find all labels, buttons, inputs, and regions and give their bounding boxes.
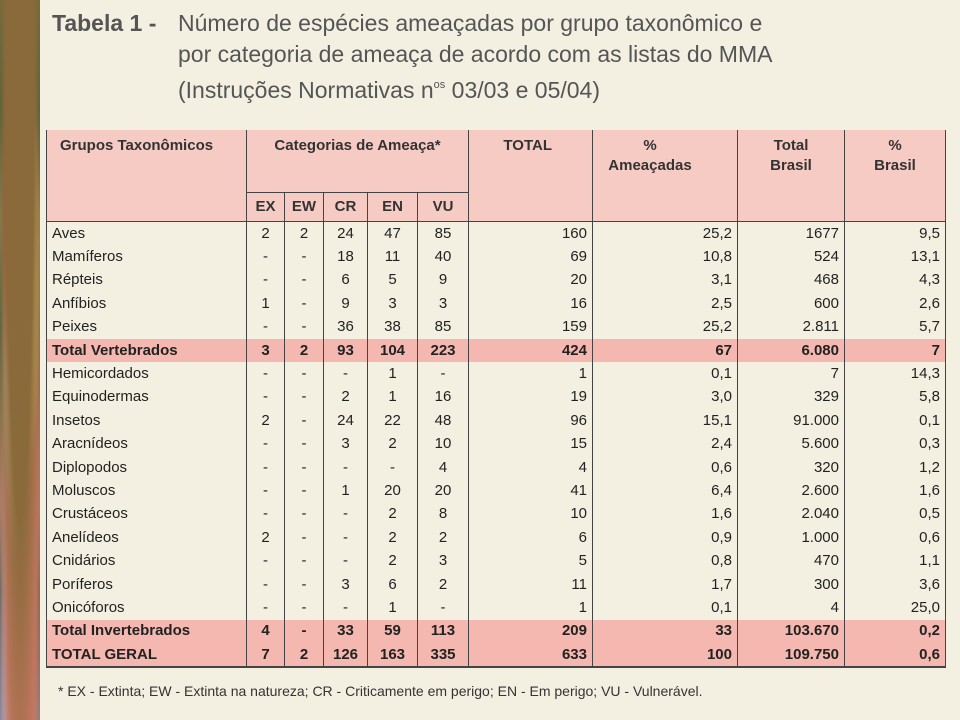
threatened-species-table — [46, 130, 946, 668]
cell-total-brasil: 300 — [738, 573, 845, 596]
table-row — [47, 620, 946, 643]
cell-group-name: Aves — [47, 222, 247, 246]
cell-en: 104 — [368, 339, 418, 362]
cell-ex: - — [247, 245, 285, 268]
cell-ew: - — [285, 479, 324, 502]
cell-vu: 40 — [418, 245, 469, 268]
cell-vu: 3 — [418, 292, 469, 315]
cell-group-name: Crustáceos — [47, 503, 247, 526]
cell-ew: 2 — [285, 339, 324, 362]
cell-pct-brasil: 0,5 — [845, 503, 946, 526]
header-ex: EX — [247, 193, 285, 222]
cell-total: 5 — [469, 549, 593, 572]
cell-group-name: Peixes — [47, 316, 247, 339]
table-row — [47, 526, 946, 549]
cell-group-name: Répteis — [47, 269, 247, 292]
header-en: EN — [368, 193, 418, 222]
cell-pct-threatened: 0,6 — [593, 456, 738, 479]
cell-cr: 9 — [324, 292, 368, 315]
table-row — [47, 269, 946, 292]
table-row — [47, 643, 946, 667]
cell-en: 22 — [368, 409, 418, 432]
cell-group-name: Moluscos — [47, 479, 247, 502]
header-cr: CR — [324, 193, 368, 222]
cell-ew: - — [285, 456, 324, 479]
cell-cr: 24 — [324, 222, 368, 246]
cell-pct-brasil: 7 — [845, 339, 946, 362]
table-row — [47, 549, 946, 572]
header-pct-threatened: % Ameaçadas — [593, 130, 738, 222]
header-total: TOTAL — [469, 130, 593, 222]
cell-pct-threatened: 0,8 — [593, 549, 738, 572]
table-row — [47, 362, 946, 385]
cell-cr: - — [324, 549, 368, 572]
cell-total-brasil: 468 — [738, 269, 845, 292]
cell-pct-brasil: 1,1 — [845, 549, 946, 572]
cell-total: 41 — [469, 479, 593, 502]
cell-ew: - — [285, 596, 324, 619]
cell-group-name: Onicóforos — [47, 596, 247, 619]
cell-vu: 2 — [418, 573, 469, 596]
cell-ew: - — [285, 526, 324, 549]
cell-vu: 3 — [418, 549, 469, 572]
cell-ew: - — [285, 386, 324, 409]
cell-total-brasil: 91.000 — [738, 409, 845, 432]
cell-pct-brasil: 5,8 — [845, 386, 946, 409]
cell-group-name: Equinodermas — [47, 386, 247, 409]
cell-cr: 36 — [324, 316, 368, 339]
cell-en: 11 — [368, 245, 418, 268]
cell-pct-threatened: 0,1 — [593, 596, 738, 619]
table-number: Tabela 1 - — [52, 10, 157, 36]
cell-total: 209 — [469, 620, 593, 643]
cell-total-brasil: 1.000 — [738, 526, 845, 549]
cell-ew: - — [285, 549, 324, 572]
cell-ex: 2 — [247, 222, 285, 246]
header-group: Grupos Taxonômicos — [47, 130, 247, 222]
cell-vu: 20 — [418, 479, 469, 502]
side-photo-strip — [0, 0, 40, 720]
cell-cr: 93 — [324, 339, 368, 362]
cell-ew: - — [285, 269, 324, 292]
cell-en: 2 — [368, 503, 418, 526]
cell-group-name: Hemicordados — [47, 362, 247, 385]
title-line-1: Número de espécies ameaçadas por grupo taxonômico e — [178, 10, 763, 36]
cell-ew: - — [285, 362, 324, 385]
cell-cr: 33 — [324, 620, 368, 643]
table-row — [47, 573, 946, 596]
footnote: * EX - Extinta; EW - Extinta na natureza; CR - Criticamente em perigo; EN - Em perigo; VU - Vulnerável. — [58, 683, 703, 699]
cell-group-name: Total Invertebrados — [47, 620, 247, 643]
cell-ew: - — [285, 573, 324, 596]
cell-ew: - — [285, 292, 324, 315]
table-row — [47, 245, 946, 268]
cell-vu: 10 — [418, 433, 469, 456]
cell-ex: - — [247, 433, 285, 456]
header-total-brasil: Total Brasil — [738, 130, 845, 222]
cell-pct-threatened: 25,2 — [593, 222, 738, 246]
cell-ew: 2 — [285, 643, 324, 667]
cell-ew: 2 — [285, 222, 324, 246]
cell-cr: 3 — [324, 573, 368, 596]
cell-ew: - — [285, 503, 324, 526]
cell-ex: - — [247, 386, 285, 409]
table-row — [47, 409, 946, 432]
table-row — [47, 222, 946, 246]
cell-group-name: Aracnídeos — [47, 433, 247, 456]
cell-pct-brasil: 9,5 — [845, 222, 946, 246]
cell-vu: 2 — [418, 526, 469, 549]
title-line-2: por categoria de ameaça de acordo com as listas do MMA — [178, 41, 773, 67]
cell-total-brasil: 329 — [738, 386, 845, 409]
header-categories: Categorias de Ameaça* — [247, 130, 469, 193]
title-line-3: (Instruções Normativas $n^{os}$ 03/03 e 05/04) — [178, 77, 600, 103]
cell-pct-brasil: 13,1 — [845, 245, 946, 268]
cell-pct-brasil: 5,7 — [845, 316, 946, 339]
cell-total: 20 — [469, 269, 593, 292]
cell-ex: - — [247, 503, 285, 526]
cell-total: 11 — [469, 573, 593, 596]
cell-cr: 1 — [324, 479, 368, 502]
cell-cr: - — [324, 596, 368, 619]
cell-ex: 7 — [247, 643, 285, 667]
cell-total-brasil: 524 — [738, 245, 845, 268]
table-row — [47, 456, 946, 479]
cell-cr: 2 — [324, 386, 368, 409]
cell-pct-threatened: 25,2 — [593, 316, 738, 339]
cell-vu: 48 — [418, 409, 469, 432]
cell-total-brasil: 1677 — [738, 222, 845, 246]
cell-pct-threatened: 6,4 — [593, 479, 738, 502]
cell-pct-threatened: 10,8 — [593, 245, 738, 268]
cell-pct-threatened: 3,0 — [593, 386, 738, 409]
cell-total-brasil: 103.670 — [738, 620, 845, 643]
cell-vu: 8 — [418, 503, 469, 526]
cell-pct-threatened: 2,5 — [593, 292, 738, 315]
cell-cr: - — [324, 526, 368, 549]
cell-vu: - — [418, 596, 469, 619]
table-row — [47, 292, 946, 315]
cell-pct-threatened: 0,9 — [593, 526, 738, 549]
cell-group-name: Cnidários — [47, 549, 247, 572]
cell-pct-threatened: 0,1 — [593, 362, 738, 385]
cell-group-name: TOTAL GERAL — [47, 643, 247, 667]
cell-total-brasil: 2.040 — [738, 503, 845, 526]
cell-en: 163 — [368, 643, 418, 667]
cell-pct-brasil: 3,6 — [845, 573, 946, 596]
cell-total: 424 — [469, 339, 593, 362]
cell-total-brasil: 6.080 — [738, 339, 845, 362]
cell-pct-threatened: 100 — [593, 643, 738, 667]
cell-pct-brasil: 1,6 — [845, 479, 946, 502]
cell-vu: 4 — [418, 456, 469, 479]
cell-pct-brasil: 0,6 — [845, 643, 946, 667]
cell-total: 69 — [469, 245, 593, 268]
cell-total-brasil: 600 — [738, 292, 845, 315]
cell-en: 47 — [368, 222, 418, 246]
cell-total: 633 — [469, 643, 593, 667]
cell-pct-brasil: 25,0 — [845, 596, 946, 619]
table-row — [47, 596, 946, 619]
header-pct-brasil: % Brasil — [845, 130, 946, 222]
cell-pct-brasil: 2,6 — [845, 292, 946, 315]
cell-en: 1 — [368, 362, 418, 385]
cell-ex: - — [247, 456, 285, 479]
cell-en: 2 — [368, 433, 418, 456]
cell-en: 1 — [368, 386, 418, 409]
cell-cr: 6 — [324, 269, 368, 292]
cell-en: 1 — [368, 596, 418, 619]
cell-ex: - — [247, 362, 285, 385]
cell-ew: - — [285, 620, 324, 643]
cell-vu: 16 — [418, 386, 469, 409]
cell-ex: - — [247, 316, 285, 339]
cell-ex: - — [247, 596, 285, 619]
table-row — [47, 316, 946, 339]
cell-en: 38 — [368, 316, 418, 339]
cell-pct-threatened: 2,4 — [593, 433, 738, 456]
cell-total-brasil: 320 — [738, 456, 845, 479]
cell-ew: - — [285, 316, 324, 339]
cell-group-name: Diplopodos — [47, 456, 247, 479]
cell-en: 59 — [368, 620, 418, 643]
cell-en: 2 — [368, 549, 418, 572]
cell-total: 4 — [469, 456, 593, 479]
cell-total: 159 — [469, 316, 593, 339]
cell-vu: 85 — [418, 316, 469, 339]
cell-vu: 9 — [418, 269, 469, 292]
cell-total: 96 — [469, 409, 593, 432]
cell-pct-brasil: 0,2 — [845, 620, 946, 643]
cell-ex: - — [247, 573, 285, 596]
cell-vu: 335 — [418, 643, 469, 667]
cell-pct-brasil: 14,3 — [845, 362, 946, 385]
cell-pct-threatened: 33 — [593, 620, 738, 643]
cell-en: 2 — [368, 526, 418, 549]
cell-en: - — [368, 456, 418, 479]
cell-total-brasil: 470 — [738, 549, 845, 572]
table-row — [47, 386, 946, 409]
cell-cr: - — [324, 362, 368, 385]
cell-group-name: Anfíbios — [47, 292, 247, 315]
cell-ew: - — [285, 433, 324, 456]
cell-total: 160 — [469, 222, 593, 246]
cell-total-brasil: 2.811 — [738, 316, 845, 339]
cell-total: 1 — [469, 596, 593, 619]
cell-total: 1 — [469, 362, 593, 385]
cell-pct-threatened: 67 — [593, 339, 738, 362]
cell-group-name: Total Vertebrados — [47, 339, 247, 362]
table-row — [47, 503, 946, 526]
cell-ex: 1 — [247, 292, 285, 315]
cell-en: 3 — [368, 292, 418, 315]
cell-cr: - — [324, 456, 368, 479]
cell-pct-brasil: 1,2 — [845, 456, 946, 479]
cell-pct-brasil: 0,1 — [845, 409, 946, 432]
cell-pct-threatened: 1,7 — [593, 573, 738, 596]
cell-vu: 223 — [418, 339, 469, 362]
cell-en: 20 — [368, 479, 418, 502]
cell-group-name: Insetos — [47, 409, 247, 432]
cell-pct-brasil: 0,3 — [845, 433, 946, 456]
cell-total-brasil: 109.750 — [738, 643, 845, 667]
cell-ex: 2 — [247, 526, 285, 549]
cell-ex: 3 — [247, 339, 285, 362]
cell-total: 6 — [469, 526, 593, 549]
cell-total: 10 — [469, 503, 593, 526]
cell-pct-brasil: 4,3 — [845, 269, 946, 292]
cell-en: 6 — [368, 573, 418, 596]
cell-ex: - — [247, 549, 285, 572]
cell-cr: - — [324, 503, 368, 526]
cell-total: 16 — [469, 292, 593, 315]
cell-vu: 85 — [418, 222, 469, 246]
header-vu: VU — [418, 193, 469, 222]
cell-total-brasil: 4 — [738, 596, 845, 619]
cell-pct-threatened: 1,6 — [593, 503, 738, 526]
cell-total: 15 — [469, 433, 593, 456]
cell-vu: - — [418, 362, 469, 385]
cell-ew: - — [285, 245, 324, 268]
cell-ex: - — [247, 269, 285, 292]
cell-total-brasil: 5.600 — [738, 433, 845, 456]
cell-en: 5 — [368, 269, 418, 292]
cell-group-name: Poríferos — [47, 573, 247, 596]
cell-pct-brasil: 0,6 — [845, 526, 946, 549]
cell-ex: - — [247, 479, 285, 502]
header-ew: EW — [285, 193, 324, 222]
cell-total-brasil: 2.600 — [738, 479, 845, 502]
table-row — [47, 479, 946, 502]
cell-ew: - — [285, 409, 324, 432]
cell-vu: 113 — [418, 620, 469, 643]
cell-cr: 18 — [324, 245, 368, 268]
cell-group-name: Anelídeos — [47, 526, 247, 549]
cell-ex: 2 — [247, 409, 285, 432]
cell-group-name: Mamíferos — [47, 245, 247, 268]
cell-ex: 4 — [247, 620, 285, 643]
cell-cr: 126 — [324, 643, 368, 667]
cell-cr: 3 — [324, 433, 368, 456]
cell-cr: 24 — [324, 409, 368, 432]
cell-total: 19 — [469, 386, 593, 409]
cell-pct-threatened: 3,1 — [593, 269, 738, 292]
cell-total-brasil: 7 — [738, 362, 845, 385]
table-row — [47, 339, 946, 362]
table-row — [47, 433, 946, 456]
cell-pct-threatened: 15,1 — [593, 409, 738, 432]
